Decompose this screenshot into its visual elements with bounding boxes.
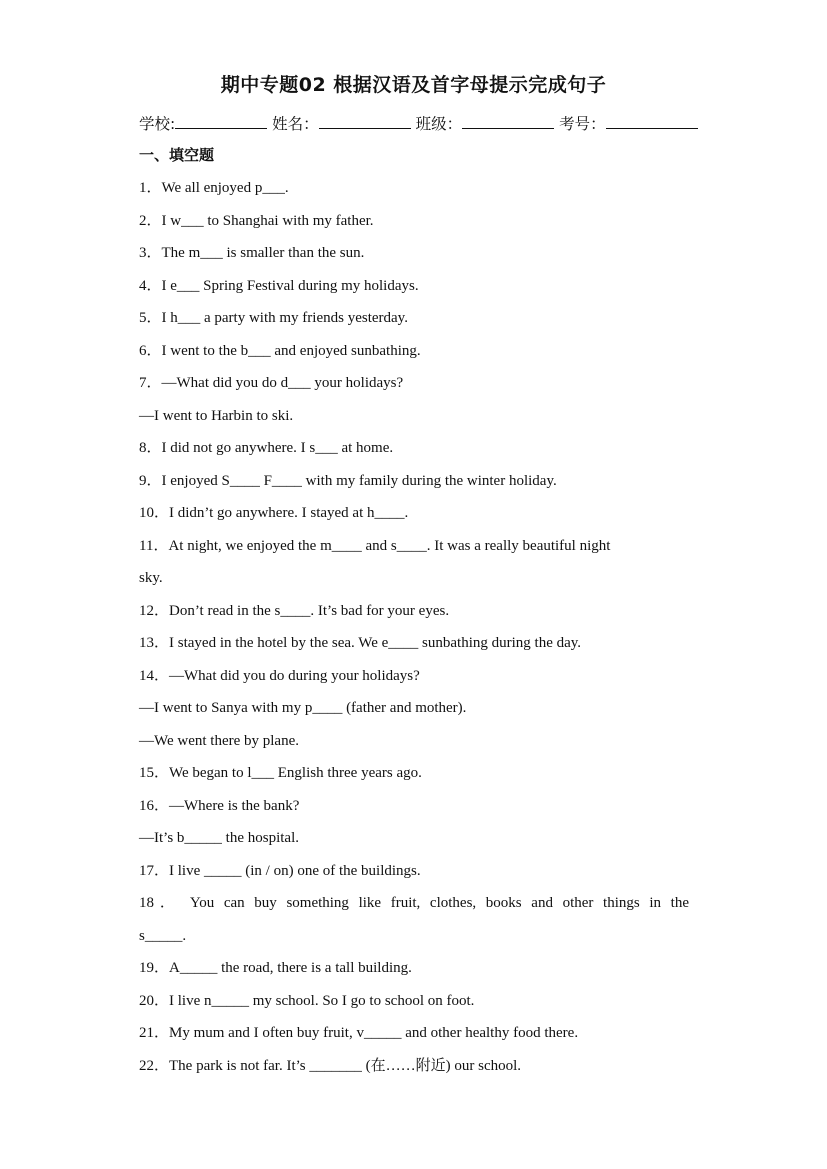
- question-line: 5．I h___ a party with my friends yesterday.: [139, 310, 408, 326]
- question-line: 12．Don’t read in the s____. It’s bad for your eyes.: [139, 603, 450, 619]
- exam-number-label: 考号：: [559, 115, 606, 133]
- answer-line: —I went to Sanya with my p____ (father and mother).: [139, 700, 467, 716]
- answer-line: —I went to Harbin to ski.: [139, 408, 294, 424]
- answer-line: —It’s b_____ the hospital.: [139, 830, 299, 846]
- question-line: 3．The m___ is smaller than the sun.: [139, 245, 365, 261]
- question-line: 11．At night, we enjoyed the m____ and s____. It was a really beautiful night: [139, 538, 611, 554]
- question-line: 13．I stayed in the hotel by the sea. We e____ sunbathing during the day.: [139, 635, 582, 651]
- name-label: 姓名：: [272, 115, 319, 133]
- question-line: 18． You can buy something like fruit, clothes, books and other things in the: [139, 895, 689, 911]
- question-line: 2．I w___ to Shanghai with my father.: [139, 213, 374, 229]
- exam-number-blank[interactable]: [606, 114, 698, 129]
- question-line-continued: sky.: [139, 570, 163, 586]
- class-label: 班级：: [415, 115, 463, 133]
- question-line: 22．The park is not far. It’s _______ (在……附近) our school.: [139, 1058, 522, 1074]
- question-line: 17．I live _____ (in / on) one of the buildings.: [139, 863, 421, 879]
- question-line-continued: s_____.: [139, 928, 187, 944]
- question-line: 9．I enjoyed S____ F____ with my family during the winter holiday.: [139, 473, 557, 489]
- question-line: 15．We began to l___ English three years ago.: [139, 765, 422, 781]
- question-line: 20．I live n_____ my school. So I go to school on foot.: [139, 993, 475, 1009]
- question-line: 16．—Where is the bank?: [139, 798, 300, 814]
- student-info-row: [139, 112, 698, 134]
- school-label: 学校:: [139, 115, 176, 133]
- class-blank[interactable]: [462, 114, 554, 129]
- page-title: 期中专题02 根据汉语及首字母提示完成句子: [220, 74, 607, 96]
- school-blank[interactable]: [175, 114, 267, 129]
- question-line: 7．—What did you do d___ your holidays?: [139, 375, 404, 391]
- section-heading: 一、填空题: [139, 146, 215, 164]
- question-line: 1．We all enjoyed p___.: [139, 180, 289, 196]
- name-blank[interactable]: [319, 114, 411, 129]
- question-line: 4．I e___ Spring Festival during my holidays.: [139, 278, 419, 294]
- question-line: 6．I went to the b___ and enjoyed sunbathing.: [139, 343, 421, 359]
- answer-line: —We went there by plane.: [139, 733, 299, 749]
- question-line: 14．—What did you do during your holidays?: [139, 668, 420, 684]
- question-line: 21．My mum and I often buy fruit, v_____ and other healthy food there.: [139, 1025, 579, 1041]
- question-line: 8．I did not go anywhere. I s___ at home.: [139, 440, 394, 456]
- question-line: 19．A_____ the road, there is a tall building.: [139, 960, 412, 976]
- question-line: 10．I didn’t go anywhere. I stayed at h____.: [139, 505, 409, 521]
